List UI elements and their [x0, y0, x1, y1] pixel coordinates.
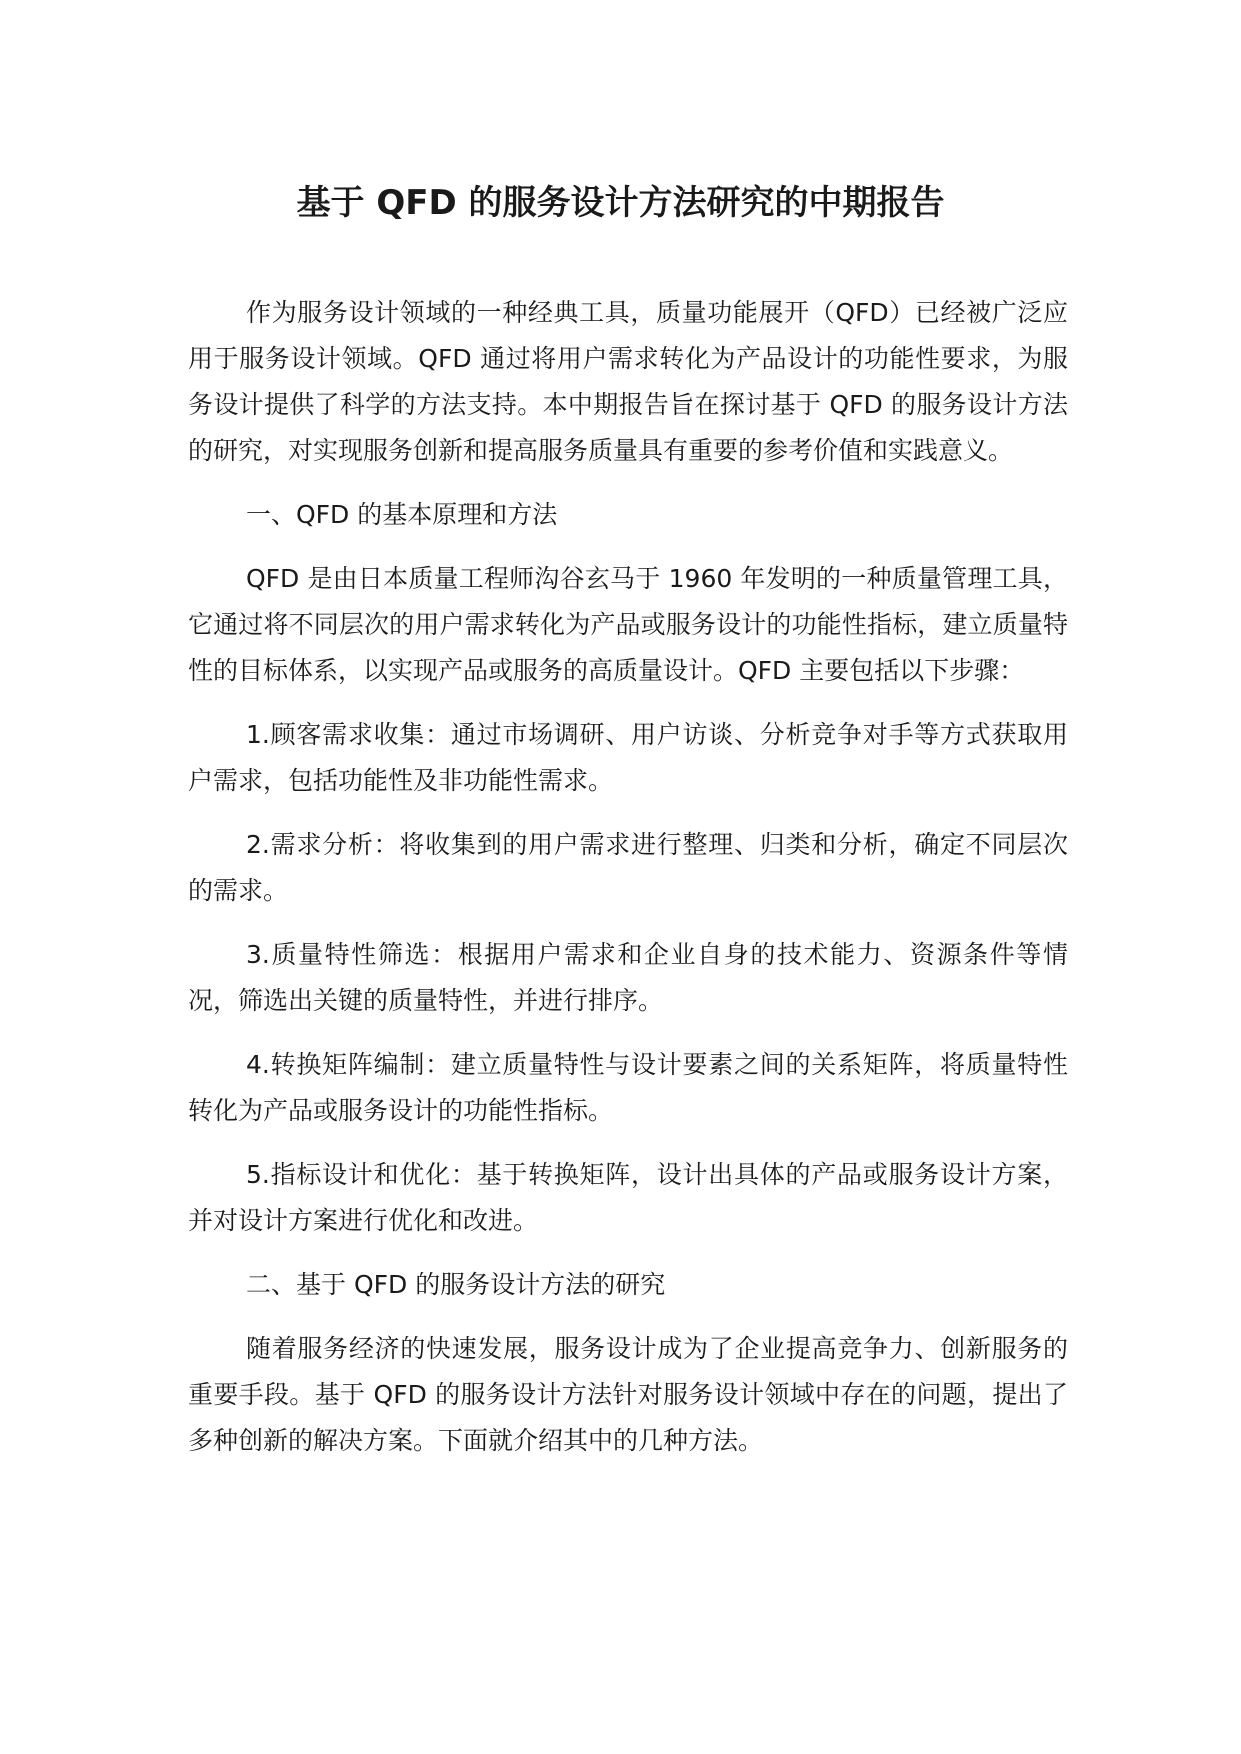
- intro-paragraph: 作为服务设计领域的一种经典工具，质量功能展开（QFD）已经被广泛应用于服务设计领域。QFD 通过将用户需求转化为产品设计的功能性要求，为服务设计提供了科学的方法支持。本中期报告旨在探讨基于 QFD 的服务设计方法的研究，对实现服务创新和提高服务质量具有重要的参考价值和实践意义。: [188, 298, 1068, 465]
- step-3-paragraph: 3.质量特性筛选：根据用户需求和企业自身的技术能力、资源条件等情况，筛选出关键的质量特性，并进行排序。: [188, 940, 1068, 1015]
- document-title: 基于 QFD 的服务设计方法研究的中期报告: [296, 183, 945, 223]
- step-4-paragraph: 4.转换矩阵编制：建立质量特性与设计要素之间的关系矩阵，将质量特性转化为产品或服务设计的功能性指标。: [188, 1050, 1068, 1125]
- section-heading-1: 一、QFD 的基本原理和方法: [246, 500, 558, 529]
- document-body: [188, 290, 1068, 1482]
- step-2-paragraph: 2.需求分析：将收集到的用户需求进行整理、归类和分析，确定不同层次的需求。: [188, 830, 1068, 905]
- service-design-paragraph: 随着服务经济的快速发展，服务设计成为了企业提高竞争力、创新服务的重要手段。基于 QFD 的服务设计方法针对服务设计领域中存在的问题，提出了多种创新的解决方案。下面就介绍其中的几种方法。: [188, 1334, 1068, 1455]
- qfd-principle-paragraph: QFD 是由日本质量工程师沟谷玄马于 1960 年发明的一种质量管理工具，它通过将不同层次的用户需求转化为产品或服务设计的功能性指标，建立质量特性的目标体系，以实现产品或服务的高质量设计。QFD 主要包括以下步骤：: [188, 564, 1068, 685]
- step-5-paragraph: 5.指标设计和优化：基于转换矩阵，设计出具体的产品或服务设计方案，并对设计方案进行优化和改进。: [188, 1160, 1068, 1235]
- step-1-paragraph: 1.顾客需求收集：通过市场调研、用户访谈、分析竞争对手等方式获取用户需求，包括功能性及非功能性需求。: [188, 720, 1068, 795]
- section-heading-2: 二、基于 QFD 的服务设计方法的研究: [246, 1270, 666, 1299]
